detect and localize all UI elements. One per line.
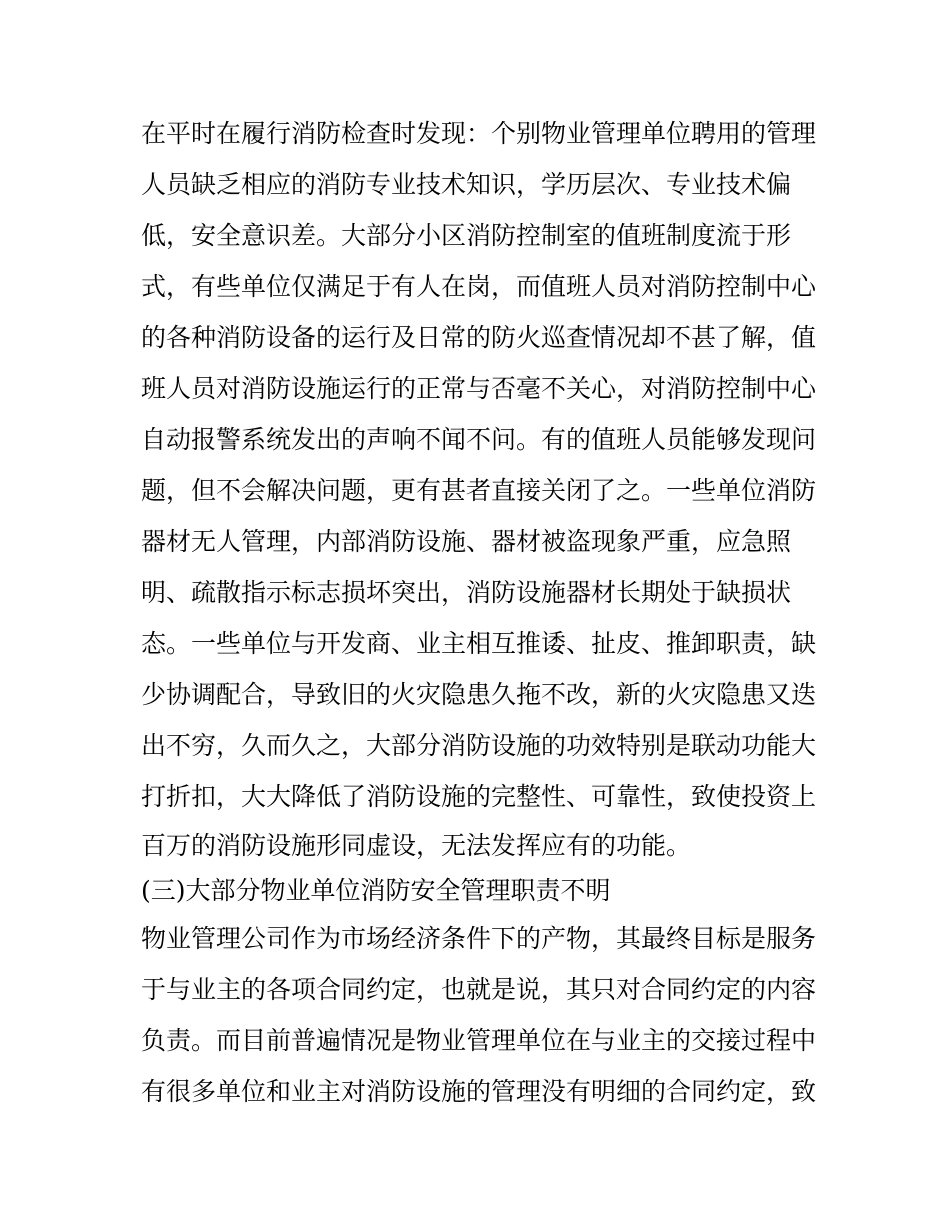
- text-line: 题，但不会解决问题，更有甚者直接关闭了之。一些单位消防: [141, 476, 817, 505]
- paragraph-1: [141, 108, 821, 869]
- paragraph-2: [141, 913, 821, 1117]
- text-line: 人员缺乏相应的消防专业技术知识，学历层次、专业技术偏: [141, 170, 792, 199]
- section-heading: (三)大部分物业单位消防安全管理职责不明: [141, 876, 611, 905]
- text-line: 器材无人管理，内部消防设施、器材被盗现象严重，应急照: [141, 527, 792, 556]
- text-line: 打折扣，大大降低了消防设施的完整性、可靠性，致使投资上: [141, 782, 817, 811]
- text-line: 负责。而目前普遍情况是物业管理单位在与业主的交接过程中: [141, 1026, 817, 1055]
- text-line: 明、疏散指示标志损坏突出，消防设施器材长期处于缺损状: [141, 578, 792, 607]
- body-text: [141, 108, 821, 1117]
- text-line: 自动报警系统发出的声响不闻不问。有的值班人员能够发现问: [141, 425, 817, 454]
- text-line: 式，有些单位仅满足于有人在岗，而值班人员对消防控制中心: [141, 272, 817, 301]
- text-line: 有很多单位和业主对消防设施的管理没有明细的合同约定，致: [141, 1077, 817, 1106]
- text-line: 百万的消防设施形同虚设，无法发挥应有的功能。: [141, 831, 692, 860]
- text-line: 少协调配合，导致旧的火灾隐患久拖不改，新的火灾隐患又迭: [141, 680, 817, 709]
- text-line: 物业管理公司作为市场经济条件下的产物，其最终目标是服务: [141, 924, 817, 953]
- text-line: 低，安全意识差。大部分小区消防控制室的值班制度流于形: [141, 221, 792, 250]
- text-line: 在平时在履行消防检查时发现：个别物业管理单位聘用的管理: [141, 119, 817, 148]
- text-line: 班人员对消防设施运行的正常与否毫不关心，对消防控制中心: [141, 374, 817, 403]
- text-line: 出不穷，久而久之，大部分消防设施的功效特别是联动功能大: [141, 731, 817, 760]
- text-line: 于与业主的各项合同约定，也就是说，其只对合同约定的内容: [141, 975, 817, 1004]
- text-line: 的各种消防设备的运行及日常的防火巡查情况却不甚了解，值: [141, 323, 817, 352]
- text-line: 态。一些单位与开发商、业主相互推诿、扯皮、推卸职责，缺: [141, 629, 817, 658]
